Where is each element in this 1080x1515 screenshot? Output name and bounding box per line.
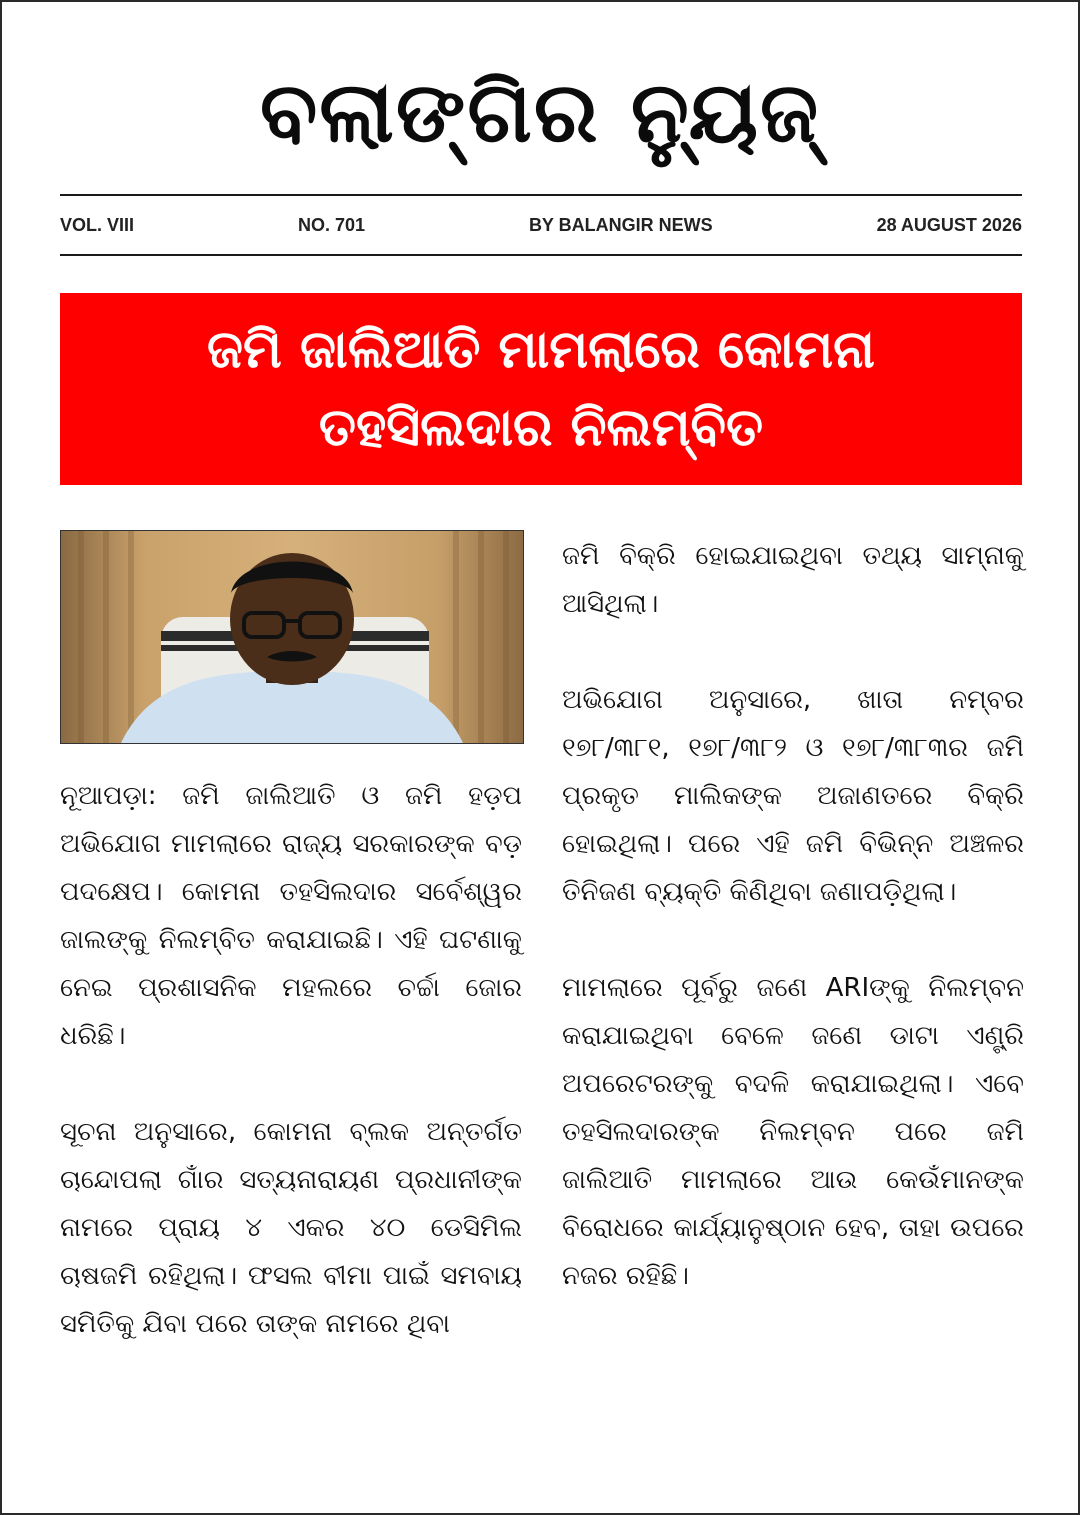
article-paragraph: ମାମଲାରେ ପୂର୍ବରୁ ଜଣେ ARIଙ୍କୁ ନିଲମ୍ବନ କରାଯାଇଥିବା ବେଳେ ଜଣେ ଡାଟା ଏଣ୍ଟ୍ରି ଅପରେଟରଙ୍କୁ ବଦଳି କରାଯାଇଥିଲା। ଏବେ ତହସିଲଦାରଙ୍କ ନିଲମ୍ବନ ପରେ ଜମି ଜାଲିଆତି ମାମଲାରେ ଆଉ କେଉଁମାନଙ୍କ ବିରୋଧରେ କାର୍ଯ୍ୟାନୁଷ୍ଠାନ ହେବ, ତାହା ଉପରେ ନଜର ରହିଛି। [562,973,1024,1291]
masthead-rule-bottom [60,254,1022,256]
issue-date: 28 AUGUST 2026 [876,214,1022,235]
article-column-left [60,772,522,1348]
article-paragraph: ସୂଚନା ଅନୁସାରେ, କୋମନା ବ୍ଲକ ଅନ୍ତର୍ଗତ ଚାନ୍ଦୋପଲା ଗାଁର ସତ୍ୟନାରାୟଣ ପ୍ରଧାନୀଙ୍କ ନାମରେ ପ୍ରାୟ ୪ ଏକର ୪୦ ଡେସିମିଲ ଚାଷଜମି ରହିଥିଲା। ଫସଲ ବୀମା ପାଇଁ ସମବାୟ ସମିତିକୁ ଯିବା ପରେ ତାଙ୍କ ନାମରେ ଥିବା [60,1117,522,1339]
volume-label: VOL. VIII [60,214,135,235]
article-column-right [562,532,1024,1300]
article-paragraph: ନୂଆପଡ଼ା: ଜମି ଜାଲିଆତି ଓ ଜମି ହଡ଼ପ ଅଭିଯୋଗ ମାମଲାରେ ରାଜ୍ୟ ସରକାରଙ୍କ ବଡ଼ ପଦକ୍ଷେପ। କୋମନା ତହସିଲଦାର ସର୍ବେଶ୍ୱର ଜାଲଙ୍କୁ ନିଲମ୍ବିତ କରାଯାଇଛି। ଏହି ଘଟଣାକୁ ନେଇ ପ୍ରଶାସନିକ ମହଲରେ ଚର୍ଚ୍ଚା ଜୋର ଧରିଛି। [60,781,522,1051]
byline: BY BALANGIR NEWS [528,214,713,235]
headline-line-2: ତହସିଲଦାର ନିଲମ୍ବିତ [318,398,764,458]
article-paragraph: ଅଭିଯୋଗ ଅନୁସାରେ, ଖାତା ନମ୍ବର ୧୭୮/୩୮୧, ୧୭୮/୩୮୨ ଓ ୧୭୮/୩୮୩ର ଜମି ପ୍ରକୃତ ମାଲିକଙ୍କ ଅଜାଣତରେ ବିକ୍ରି ହୋଇଥିଲା। ପରେ ଏହି ଜମି ବିଭିନ୍ନ ଅଞ୍ଚଳର ତିନିଜଣ ବ୍ୟକ୍ତି କିଣିଥିବା ଜଣାପଡ଼ିଥିଲା। [562,685,1024,907]
issue-number: NO. 701 [297,214,365,235]
issue-meta-bar [60,194,1022,256]
article-photo [60,530,524,744]
headline-line-1: ଜମି ଜାଲିଆତି ମାମଲାରେ କୋମନା [207,320,875,380]
headline-banner [60,293,1022,485]
article-paragraph: ଜମି ବିକ୍ରି ହୋଇଯାଇଥିବା ତଥ୍ୟ ସାମ୍ନାକୁ ଆସିଥିଲା। [562,541,1024,619]
person-photo-illustration [61,531,523,743]
masthead-title: ବଲାଙ୍ଗିର ନ୍ୟୁଜ୍ [259,63,821,161]
